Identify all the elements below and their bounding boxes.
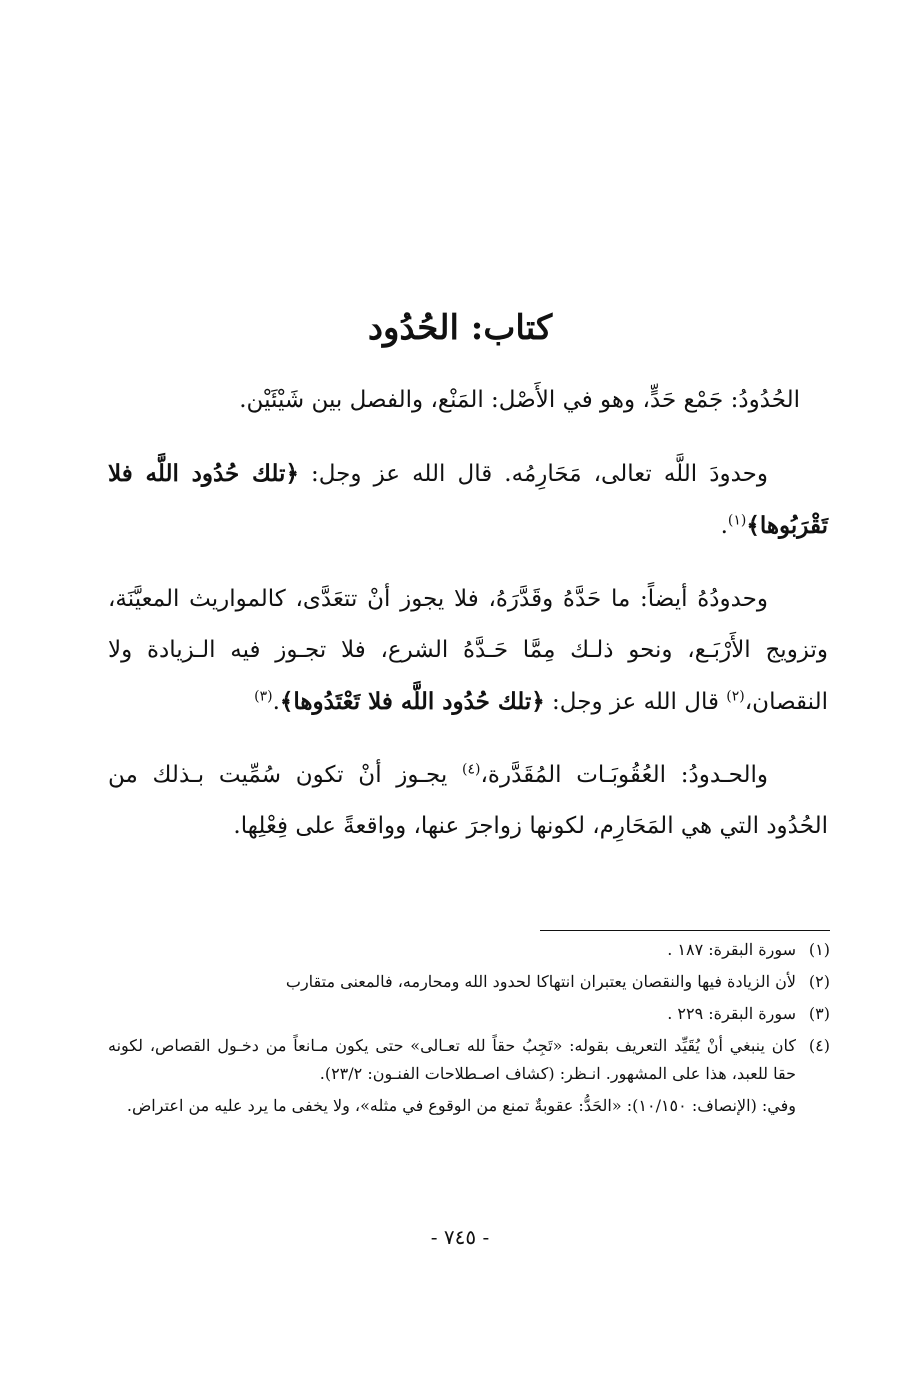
footnote-text: كان ينبغي أنْ يُقَيِّد التعريف بقوله: «تَجِبُ حقاً لله تعـالى» حتى يكون مـانعاً من دخـول القصاص، لكونه حقا للعبد، هذا على المشهور. انـظر: (كشاف اصـطلاحات الفنـون: ٢٣/٢).	[108, 1036, 796, 1083]
paragraph-2	[108, 448, 828, 552]
footnote-text: سورة البقرة: ١٨٧ .	[667, 940, 796, 959]
paragraph-4	[108, 750, 828, 852]
footnote-ref: (٢)	[726, 688, 745, 705]
footnote-number: (٣)	[808, 1004, 830, 1023]
paragraph-4-text: والحـدودُ: العُقُوبَـات المُقَدَّرة،	[480, 762, 768, 788]
footnote-2	[108, 968, 830, 996]
chapter-title: كتاب: الحُدُود	[367, 308, 553, 348]
footnote-ref: (٤)	[462, 761, 481, 778]
footnote-ref: (٣)	[254, 688, 273, 705]
paragraph-3-end: .	[272, 689, 280, 715]
footnote-separator	[540, 930, 830, 931]
paragraph-1: الحُدُودُ: جَمْع حَدٍّ، وهو في الأَصْل: المَنْع، والفصل بين شَيْئَيْن.	[239, 387, 800, 413]
footnotes	[108, 936, 830, 1124]
paragraph-2-text: وحدودَ اللَّه تعالى، مَحَارِمُه. قال الله عز وجل:	[298, 461, 768, 487]
quran-quote: ﴿تلك حُدُود اللَّه فلا تَعْتَدُوها﴾	[279, 688, 545, 715]
quran-quote: ﴿تلك حُدُود اللَّه فلا تَقْرَبُوها﴾	[108, 460, 828, 539]
footnote-text: سورة البقرة: ٢٢٩ .	[667, 1004, 796, 1023]
footnote-4-continuation	[108, 1092, 830, 1120]
footnote-1	[108, 936, 830, 964]
footnote-ref: (١)	[727, 512, 747, 529]
footnote-number: (٢)	[808, 972, 830, 991]
paragraph-3-text: وحدودُهُ أيضاً: ما حَدَّهُ وقَدَّرَهُ، فلا يجوز أنْ تتعَدَّى، كالمواريث المعيَّنَة، وتزويج الأَرْبَـع، ونحو ذلـك مِمَّا حَـدَّهُ الشرع، فلا تجـوز فيه الـزيادة ولا النقصان،	[108, 586, 828, 715]
paragraph-3	[108, 574, 828, 728]
page-number: - ٧٤٥ -	[430, 1225, 490, 1249]
footnote-4	[108, 1032, 830, 1088]
footnote-text: لأن الزيادة فيها والنقصان يعتبران انتهاكا لحدود الله ومحارمه، فالمعنى متقارب	[285, 972, 796, 991]
footnote-number: (٤)	[808, 1036, 830, 1055]
paragraph-4-text-b: يجـوز أنْ تكون سُمِّيت بـذلك من الحُدُود التي هي المَحَارِم، لكونها زواجرَ عنها، وواقعةً على فِعْلِها.	[108, 762, 828, 839]
main-text	[108, 375, 828, 874]
paragraph-2-end: .	[720, 513, 728, 539]
footnote-text: وفي: (الإنصاف: ١٠/١٥٠): «الحَدُّ: عقوبةٌ تمنع من الوقوع في مثله»، ولا يخفى ما يرد عليه من اعتراض.	[126, 1096, 796, 1115]
footnote-3	[108, 1000, 830, 1028]
paragraph-3-text-b: قال الله عز وجل:	[544, 689, 727, 715]
footnote-number: (١)	[808, 940, 830, 959]
